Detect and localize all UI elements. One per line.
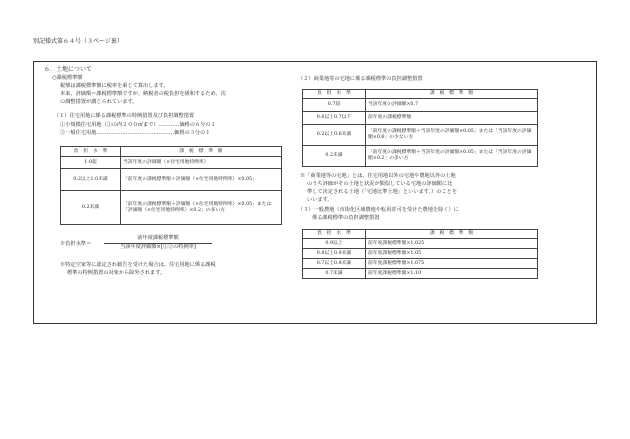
note-line: 準して決定される土地（「宅地比準土地」といいます。）のことを xyxy=(307,189,458,195)
note-line: 標準の特例措置の対象から除外されます。 xyxy=(67,270,166,276)
sub-item: ①小規模住宅用地（①の内２００㎡まで）…………価格の６分の１ xyxy=(60,122,216,128)
form-label: 別記様式第６４号（３ページ裏） xyxy=(33,38,123,45)
table-cell: 「前年度の課税標準額＋当該年度の評価額×0.05」または「当該年度の評価額×0.6」の少ない方 xyxy=(366,125,538,146)
formula-numerator: 前年度課税標準額 xyxy=(137,235,179,241)
table-cell: 当該年度の評価額×0.7 xyxy=(366,99,538,112)
sub-title: ○課税標準額 xyxy=(52,75,83,81)
table-header: 課 税 標 準 額 xyxy=(121,147,282,157)
note-line: ※特定空家等に認定され勧告を受けた場合は、住宅用地に係る課税 xyxy=(60,262,216,268)
section-subheading: 係る課税標準の負担調整措置 xyxy=(312,215,380,221)
note-line: いいます。 xyxy=(307,197,333,203)
table-cell: 前年度課税標準額×1.025 xyxy=(366,239,538,249)
table-cell: 「前年度の課税標準額＋当該年度の評価額×0.05」または「当該年度の評価額×0.2」の多い方 xyxy=(366,146,538,167)
sub-item: ②一般住宅用地………………………………………価格の３分の１ xyxy=(60,130,211,136)
table-cell: 当該年度の評価額（×住宅用地特例率） xyxy=(121,157,282,169)
table-header: 課 税 標 準 額 xyxy=(366,230,538,239)
table-cell: 「前年度の課税標準額＋評価額（×住宅用地特例率）×0.05」 xyxy=(121,169,282,191)
paragraph-line: 本来、評価額＝課税標準額ですが、納税者の税負担を緩和するため、次 xyxy=(60,91,226,97)
table-cell: 0.8以上0.9未満 xyxy=(303,249,366,259)
paragraph-line: の調整措置が講じられています。 xyxy=(60,99,138,105)
table-cell: 0.2未満 xyxy=(61,191,121,225)
commercial-table xyxy=(302,89,538,167)
table-cell: 0.7以上0.8未満 xyxy=(303,259,366,269)
section-title: ６．土地について xyxy=(44,66,92,73)
table-cell: 0.7未満 xyxy=(303,269,366,279)
section-heading: （１）住宅用地に係る課税標準の特例措置及び負担調整措置 xyxy=(54,113,195,119)
table-header: 負 担 水 準 xyxy=(61,147,121,157)
table-cell: 0.2未満 xyxy=(303,146,366,167)
table-header: 課 税 標 準 額 xyxy=(366,90,538,99)
note-line: のうち評価がその土地と状況が類似している宅地の評価額に比 xyxy=(307,181,453,187)
table-cell: 前年度課税標準額×1.05 xyxy=(366,249,538,259)
residential-table xyxy=(60,146,282,225)
table-cell: 1.0超 xyxy=(61,157,121,169)
table-cell: 「前年度の課税標準額＋評価額（×住宅用地特例率）×0.05」または「評価額（×住宅用地特例率）×0.2」の多い方 xyxy=(121,191,282,225)
formula-denominator: 当該年度評価額×[①②の特例率] xyxy=(120,244,196,250)
table-cell: 0.7超 xyxy=(303,99,366,112)
table-cell: 前年度課税標準額×1.10 xyxy=(366,269,538,279)
section-heading: （２）商業地等の宅地に係る課税標準の負担調整措置 xyxy=(298,76,423,82)
table-cell: 0.2以上0.6未満 xyxy=(303,125,366,146)
table-cell: 前年度課税標準額×1.075 xyxy=(366,259,538,269)
note-line: ※「商業地等の宅地」とは、住宅用地以外の宅地や農地以外の土地 xyxy=(300,173,456,179)
table-header: 負 担 水 準 xyxy=(303,90,366,99)
section-heading: （３）一般農地（市街化区域農地や転用許可を受けた農地を除く）に xyxy=(298,207,459,213)
farmland-table xyxy=(302,229,538,279)
table-cell: 0.9以上 xyxy=(303,239,366,249)
table-cell: 前年度の課税標準額 xyxy=(366,112,538,125)
formula-label: ※負担水準＝ xyxy=(60,241,92,247)
paragraph-line: 税額は課税標準額に税率を乗じて算出します。 xyxy=(60,83,169,89)
table-cell: 0.2以上1.0未満 xyxy=(61,169,121,191)
table-cell: 0.6以上0.7以下 xyxy=(303,112,366,125)
table-header: 負 担 水 準 xyxy=(303,230,366,239)
